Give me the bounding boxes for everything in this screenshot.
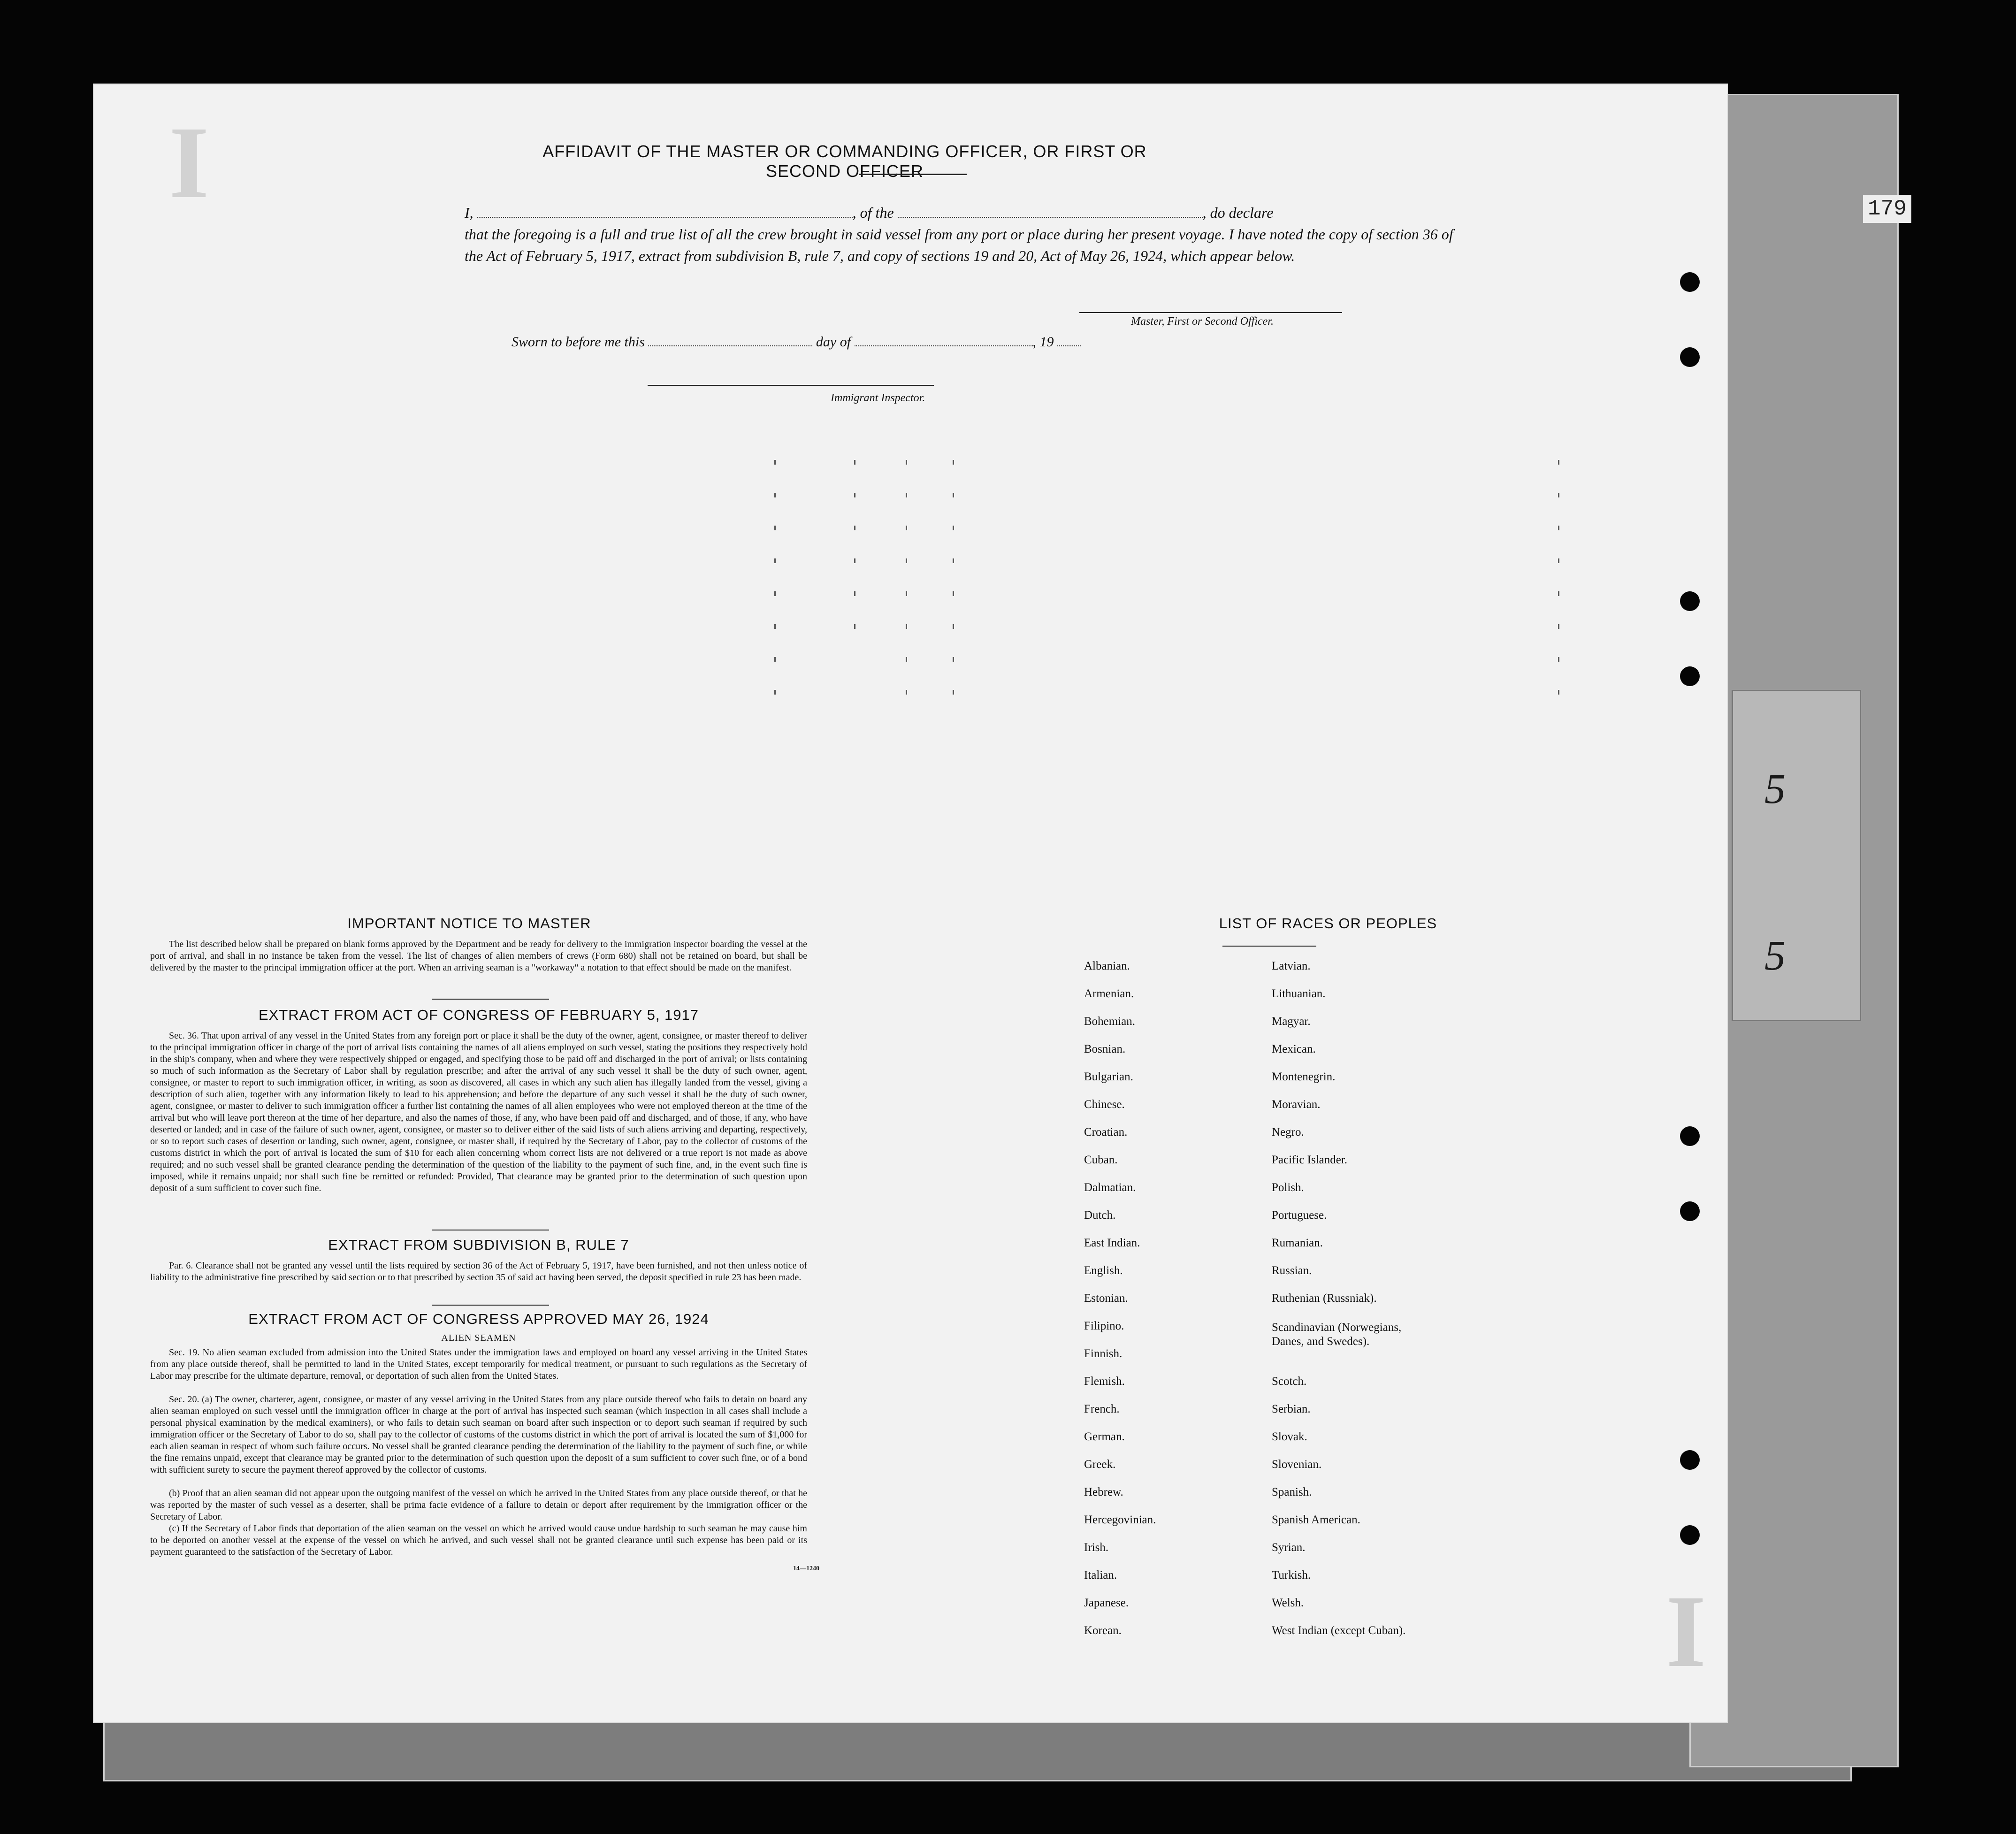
punch-hole-3 (1680, 591, 1700, 611)
punch-hole-4 (1680, 666, 1700, 686)
margin-mark-five-1: 5 (1764, 766, 1786, 812)
race-item: Latvian. (1272, 960, 1311, 972)
race-item: Welsh. (1272, 1597, 1304, 1609)
race-item: Scandinavian (Norwegians, (1272, 1321, 1402, 1334)
extract-rule7-title: EXTRACT FROM SUBDIVISION B, RULE 7 (328, 1237, 629, 1253)
margin-mark-five-2: 5 (1764, 932, 1786, 979)
extract-1924-sec20b: (b) Proof that an alien seaman did not appear upon the outgoing manifest of the vessel on which he arrived in the United States from any place outside thereof, or that he was reported by the master of such vessel as a deserter, shall be prima facie evidence of a failure to detain or deport after requirement by the immigration officer or the Secretary of Labor. (150, 1488, 807, 1522)
race-item: Italian. (1084, 1569, 1117, 1582)
race-item: Danes, and Swedes). (1272, 1335, 1370, 1348)
bleed-through-mark-bottom: I (1666, 1574, 1706, 1689)
sworn-prefix: Sworn to before me this (512, 334, 645, 350)
race-item: Rumanian. (1272, 1237, 1323, 1249)
race-item: Negro. (1272, 1126, 1304, 1139)
column-mark (854, 460, 855, 657)
extract-1924-title: EXTRACT FROM ACT OF CONGRESS APPROVED MAY 26, 1924 (248, 1311, 709, 1327)
notice-rule (432, 999, 549, 1000)
declaration-of: , of the (852, 204, 894, 221)
extract-rule7-text: Par. 6. Clearance shall not be granted any vessel until the lists required by section 36 of the Act of February 5, 1917, have been furnished, and not then unless notice of liability to the administrative fine prescribed by said section or to that prescribed by section 35 of said act having been served, the deposit specified in rule 23 has been made. (150, 1261, 807, 1283)
extract-1917-title: EXTRACT FROM ACT OF CONGRESS OF FEBRUARY 5, 1917 (258, 1007, 699, 1023)
punch-hole-2 (1680, 347, 1700, 367)
race-item: Armenian. (1084, 987, 1134, 1000)
sworn-day-of: day of (816, 334, 851, 350)
punch-hole-8 (1680, 1525, 1700, 1545)
column-mark (1558, 460, 1559, 709)
affidavit-title-rule (859, 174, 967, 175)
sworn-line (512, 332, 1081, 350)
name-blank[interactable] (477, 204, 853, 218)
inspector-label: Immigrant Inspector. (831, 392, 925, 404)
race-item: Estonian. (1084, 1292, 1128, 1305)
extract-1917-text: Sec. 36. That upon arrival of any vessel in the United States from any foreign port or place it shall be the duty of the owner, agent, consignee, or master thereof to deliver to the principal immigration officer in charge of the port of arrival lists containing the names of all aliens employed on such vessel, stating the positions they respectively hold in the ship's company, when and where they were respectively shipped or engaged, and specifying those to be paid off and discharged in the port of arrival; or lists containing so much of such information as the Secretary of Labor shall by regulation prescribe; and after the arrival of any such vessel it shall be the duty of such owner, agent, consignee, or master to report to such immigration officer, in writing, as soon as discovered, all cases in which any such alien has illegally landed from the vessel, giving a description of such alien, together with any information likely to lead to his apprehension; and before the departure of any such vessel it shall be the duty of such owner, agent, consignee, or master to deliver to such immigration officer a further list containing the names of all alien employees who were not employed thereon at the time of the arrival but who will leave port thereon at the time of her departure, and also the names of those, if any, who have been paid off and discharged, and of those, if any, who have deserted or landed; and in case of the failure of such owner, agent, consignee, or master so to deliver either of the said lists of such aliens arriving and departing, respectively, or so to report such cases of desertion or landing, such owner, agent, consignee, or master shall, if required by the Secretary of Labor, pay to the collector of customs of the customs district in which the port of arrival is located the sum of $10 for each alien concerning whom correct lists are not delivered or a true report is not made as above required; and no such vessel shall be granted clearance pending the determination of the question of the liability to the payment of such fine, and, in the event such fine is imposed, while it remains unpaid; nor shall such fine be remitted or refunded: Provided, That clearance may be granted prior to the determination of such question upon deposit of a sum sufficient to cover such fine. (150, 1031, 807, 1193)
races-right-column (1272, 960, 1506, 1637)
race-item: Slovenian. (1272, 1458, 1322, 1471)
race-item: Greek. (1084, 1458, 1116, 1471)
punch-hole-5 (1680, 1126, 1700, 1146)
race-item: Slovak. (1272, 1430, 1307, 1443)
extract-rule7-rule (432, 1305, 549, 1306)
race-item: Finnish. (1084, 1347, 1123, 1360)
race-item: Syrian. (1272, 1541, 1306, 1554)
race-item: Japanese. (1084, 1597, 1129, 1609)
races-title-rule (1222, 946, 1316, 947)
race-item: Chinese. (1084, 1098, 1125, 1111)
declaration-line (465, 202, 1474, 223)
races-title: LIST OF RACES OR PEOPLES (1219, 915, 1437, 932)
race-item: Bohemian. (1084, 1015, 1136, 1028)
race-item: Ruthenian (Russniak). (1272, 1292, 1377, 1305)
punch-hole-6 (1680, 1201, 1700, 1221)
race-item: Scotch. (1272, 1375, 1307, 1388)
race-item: Polish. (1272, 1181, 1304, 1194)
sworn-month-blank[interactable] (855, 332, 1033, 346)
race-item: Hercegovinian. (1084, 1513, 1156, 1526)
affidavit-title: AFFIDAVIT OF THE MASTER OR COMMANDING OFFICER, OR FIRST OR SECOND OFFICER (542, 142, 1147, 181)
form-number: 14—1240 (793, 1565, 819, 1572)
race-item: Bosnian. (1084, 1043, 1126, 1055)
race-item: Spanish American. (1272, 1513, 1360, 1526)
declaration-do-declare: , do declare (1202, 204, 1274, 221)
race-item: Russian. (1272, 1264, 1312, 1277)
race-item: Turkish. (1272, 1569, 1311, 1582)
bleed-through-mark-top: I (169, 105, 209, 220)
extract-1924-sec19: Sec. 19. No alien seaman excluded from admission into the United States under the immigration laws and employed on board any vessel arriving in the United States from any place outside thereof, shall be permitted to land in the United States, except temporarily for medical treatment, or pursuant to such regulations as the Secretary of Labor may prescribe for the ultimate departure, removal, or deportation of such alien from the United States. (150, 1347, 807, 1381)
column-mark (774, 460, 776, 709)
race-item: West Indian (except Cuban). (1272, 1624, 1406, 1637)
extract-1924-sec20c: (c) If the Secretary of Labor finds that deportation of the alien seaman on the vessel on which he arrived would cause undue hardship to such seaman he may cause him to be deported on another vessel at the expense of the vessel on which he arrived, and such vessel shall not be granted clearance until such expense has been paid or its payment guaranteed to the satisfaction of the Secretary of Labor. (150, 1523, 807, 1557)
race-item: East Indian. (1084, 1237, 1140, 1249)
declaration-statement: that the foregoing is a full and true list of all the crew brought in said vessel from any port or place during her present voyage. I have noted the copy of section 36 of the Act of February 5, 1917, extract from subdivision B, rule 7, and copy of sections 19 and 20, Act of May 26, 1924, which appear below. (465, 226, 1453, 264)
notice-text: The list described below shall be prepared on blank forms approved by the Department and be ready for delivery to the immigration inspector boarding the vessel at the port of arrival, and shall in no instance be taken from the vessel. The list of changes of alien members of crews (Form 680) shall not be retained on board, but shall be delivered by the master to the principal immigration officer at the port. When an arriving seaman is a "workaway" a notation to that effect should be made on the manifest. (150, 939, 807, 973)
affidavit-body (465, 202, 1474, 267)
declaration-i: I, (465, 204, 473, 221)
race-item: Serbian. (1272, 1403, 1311, 1415)
race-item: Moravian. (1272, 1098, 1321, 1111)
race-item: Bulgarian. (1084, 1070, 1133, 1083)
race-item: Magyar. (1272, 1015, 1311, 1028)
race-item: Irish. (1084, 1541, 1109, 1554)
sworn-date-blank[interactable] (648, 332, 812, 346)
race-item: Mexican. (1272, 1043, 1316, 1055)
race-item: Pacific Islander. (1272, 1154, 1348, 1166)
punch-hole-7 (1680, 1450, 1700, 1470)
race-item: Dalmatian. (1084, 1181, 1136, 1194)
race-item: Dutch. (1084, 1209, 1116, 1222)
race-item: Filipino. (1084, 1320, 1124, 1332)
race-item: Portuguese. (1272, 1209, 1327, 1222)
race-item: Hebrew. (1084, 1486, 1123, 1498)
sworn-year: , 19 (1032, 334, 1054, 350)
race-item: Flemish. (1084, 1375, 1125, 1388)
inspector-signature-line[interactable] (648, 385, 934, 386)
extract-1924-subtitle: ALIEN SEAMEN (441, 1333, 516, 1343)
race-item: Lithuanian. (1272, 987, 1326, 1000)
race-item: Spanish. (1272, 1486, 1312, 1498)
race-item: French. (1084, 1403, 1120, 1415)
race-item: English. (1084, 1264, 1123, 1277)
column-mark (953, 460, 954, 709)
race-item: German. (1084, 1430, 1125, 1443)
race-item: Korean. (1084, 1624, 1122, 1637)
sworn-year-blank[interactable] (1057, 332, 1081, 346)
faint-column-marks (774, 460, 1572, 718)
race-item: Montenegrin. (1272, 1070, 1336, 1083)
punch-hole-1 (1680, 272, 1700, 292)
race-item: Croatian. (1084, 1126, 1128, 1139)
vessel-blank[interactable] (898, 204, 1203, 218)
column-mark (906, 460, 907, 709)
race-item: Albanian. (1084, 960, 1130, 972)
races-left-column (1084, 960, 1262, 1637)
race-item: Cuban. (1084, 1154, 1118, 1166)
page-number: 179 (1863, 195, 1911, 223)
signature-label: Master, First or Second Officer. (1131, 315, 1274, 328)
extract-1924-sec20a: Sec. 20. (a) The owner, charterer, agent, consignee, or master of any vessel arriving in the United States from any place outside thereof who fails to detain on board any alien seaman employed on such vessel until the immigration officer in charge at the port of arrival has inspected such seaman (which inspection in all cases shall include a personal physical examination by the medical examiners), or who fails to detain such seaman on board after such inspection or to deport such seaman if required by such immigration officer or the Secretary of Labor to do so, shall pay to the collector of customs of the customs district in which the port of arrival is located the sum of $1,000 for each alien seaman in respect of whom such failure occurs. No vessel shall be granted clearance pending the determination of the liability to the payment of such fine, or while the fine remains unpaid, except that clearance may be granted prior to the determination of such question upon the deposit of a sum sufficient to cover such fine, or of a bond with sufficient surety to secure the payment thereof approved by the collector of customs. (150, 1394, 807, 1475)
signature-line[interactable] (1079, 312, 1342, 313)
underlying-sheet-stub (1732, 690, 1861, 1021)
form-sheet (94, 84, 1727, 1722)
notice-title: IMPORTANT NOTICE TO MASTER (347, 915, 591, 932)
